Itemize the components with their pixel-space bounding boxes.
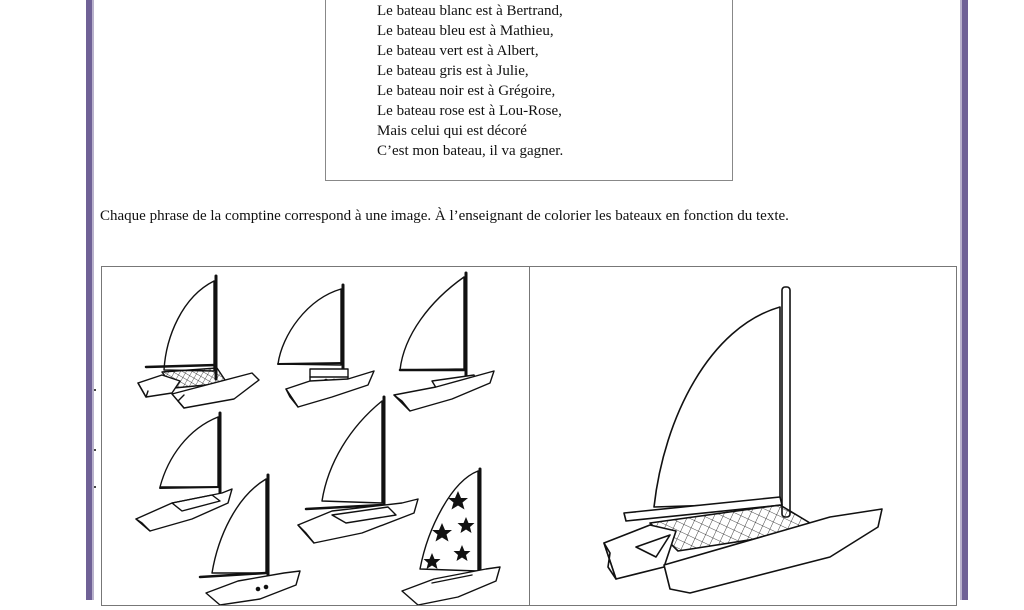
boat-dinghy bbox=[136, 413, 232, 531]
instruction-text: Chaque phrase de la comptine correspond à une image. À l’enseignant de colorier les bateaux en fonction du texte. bbox=[100, 208, 789, 224]
poem-line: Mais celui qui est décoré bbox=[377, 123, 527, 139]
boat-catamaran-small bbox=[138, 276, 259, 408]
boat-tall-mast bbox=[298, 397, 418, 543]
poem-line: Le bateau vert est à Albert, bbox=[377, 43, 539, 59]
boat-cabin bbox=[278, 285, 374, 407]
page-edge-left bbox=[92, 0, 94, 600]
poem-lines bbox=[377, 0, 617, 161]
boat-decorated-stars bbox=[402, 469, 500, 605]
boat-catamaran-large bbox=[604, 287, 882, 593]
small-boats-panel bbox=[101, 266, 530, 606]
page-edge-right bbox=[960, 0, 962, 600]
poem-line: C’est mon bateau, il va gagner. bbox=[377, 143, 564, 159]
poem-line: Le bateau noir est à Grégoire, bbox=[377, 83, 556, 99]
boat-sloop bbox=[394, 273, 494, 411]
poem-box bbox=[325, 0, 733, 181]
poem-line: Le bateau rose est à Lou-Rose, bbox=[377, 103, 562, 119]
poem-line: Le bateau blanc est à Bertrand, bbox=[377, 3, 563, 19]
large-boat-panel bbox=[529, 266, 957, 606]
poem-line: Le bateau bleu est à Mathieu, bbox=[377, 23, 554, 39]
poem-line: Le bateau gris est à Julie, bbox=[377, 63, 529, 79]
page-border-right bbox=[962, 0, 968, 600]
